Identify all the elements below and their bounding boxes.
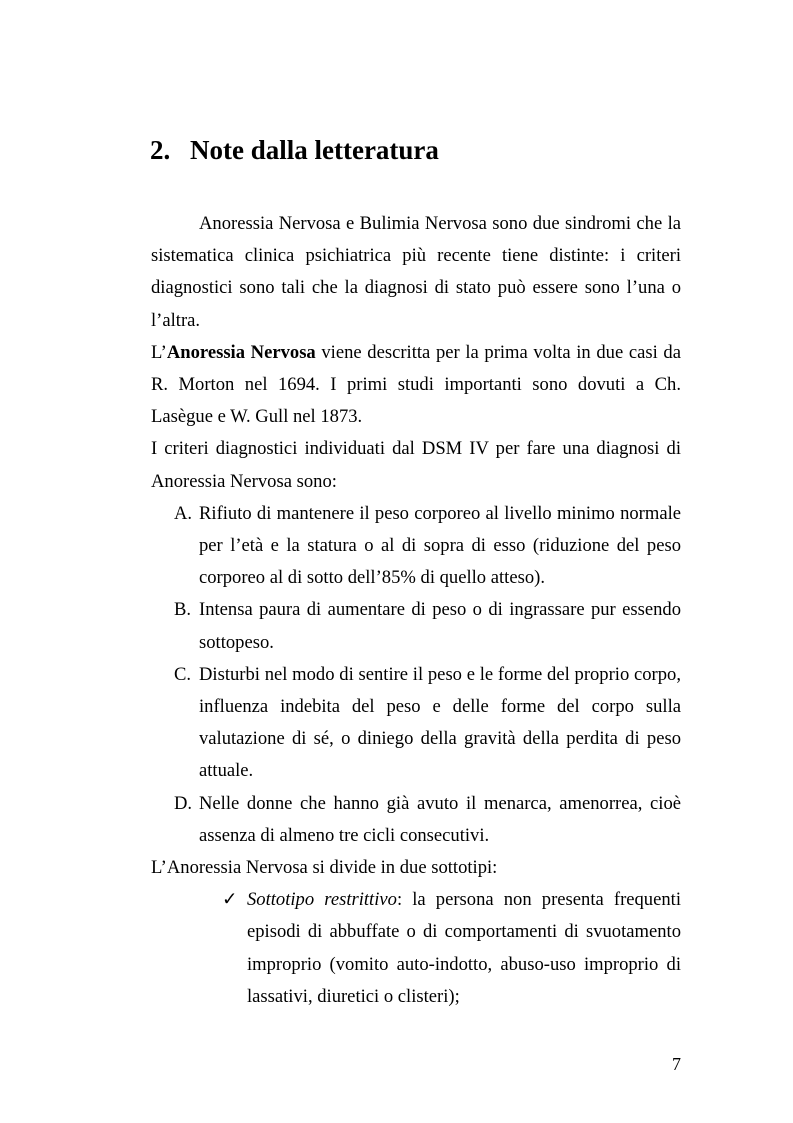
section-title: Note dalla letteratura — [190, 135, 439, 165]
paragraph-intro: Anoressia Nervosa e Bulimia Nervosa sono due sindromi che la sistematica clinica psichiatrica più recente tiene distinte: i criteri diagnostici sono tali che la diagnosi di stato può essere sono l’una o l’altra. — [151, 213, 681, 331]
checkmark-icon: ✓ — [222, 889, 238, 911]
paragraph-subtypes-intro: L’Anoressia Nervosa si divide in due sottotipi: — [151, 857, 498, 879]
criteria-text: Intensa paura di aumentare di peso o di ingrassare pur essendo sottopeso. — [199, 599, 681, 653]
criteria-marker: B. — [174, 599, 192, 621]
criteria-marker: D. — [174, 792, 193, 814]
subtype-text — [247, 884, 681, 1013]
subtype-description: : la persona non presenta frequenti episodi di abbuffate o di comportamenti di svuotamento improprio (vomito auto-indotto, abuso-uso improprio di lassativi, diuretici o clisteri); — [247, 889, 681, 1007]
criteria-item — [174, 659, 681, 788]
criteria-text: Nelle donne che hanno già avuto il menarca, amenorrea, cioè assenza di almeno tre cicli consecutivi. — [199, 792, 681, 846]
criteria-item — [174, 498, 681, 595]
body-text — [151, 208, 681, 1013]
paragraph-history-text: viene descritta per la prima volta in due casi da R. Morton nel 1694. I primi studi importanti sono dovuti a Ch. Lasègue e W. Gull nel 1873. — [151, 341, 681, 428]
subtype-term: Sottotipo restrittivo — [247, 889, 397, 911]
criteria-item — [174, 594, 681, 658]
criteria-list — [151, 498, 681, 852]
paragraph-history-prefix: L’ — [151, 341, 167, 363]
section-heading — [150, 130, 439, 170]
paragraph-history — [151, 337, 681, 434]
criteria-text: Rifiuto di mantenere il peso corporeo al livello minimo normale per l’età e la statura o al di sopra di esso (riduzione del peso corporeo al di sotto dell’85% di quello atteso). — [199, 502, 681, 589]
section-number: 2. — [150, 135, 171, 165]
subtypes-list — [151, 884, 681, 1013]
paragraph-criteria-intro: I criteri diagnostici individuati dal DSM IV per fare una diagnosi di Anoressia Nervosa sono: — [151, 438, 681, 492]
subtype-item — [222, 884, 681, 1013]
page-number: 7 — [672, 1054, 681, 1074]
criteria-marker: C. — [174, 663, 192, 685]
criteria-marker: A. — [174, 502, 193, 524]
criteria-item — [174, 788, 681, 852]
criteria-text: Disturbi nel modo di sentire il peso e le forme del proprio corpo, influenza indebita del peso e delle forme del corpo sulla valutazione di sé, o diniego della gravità della perdita di peso attuale. — [199, 663, 681, 782]
paragraph-history-bold: Anoressia Nervosa — [166, 341, 316, 363]
